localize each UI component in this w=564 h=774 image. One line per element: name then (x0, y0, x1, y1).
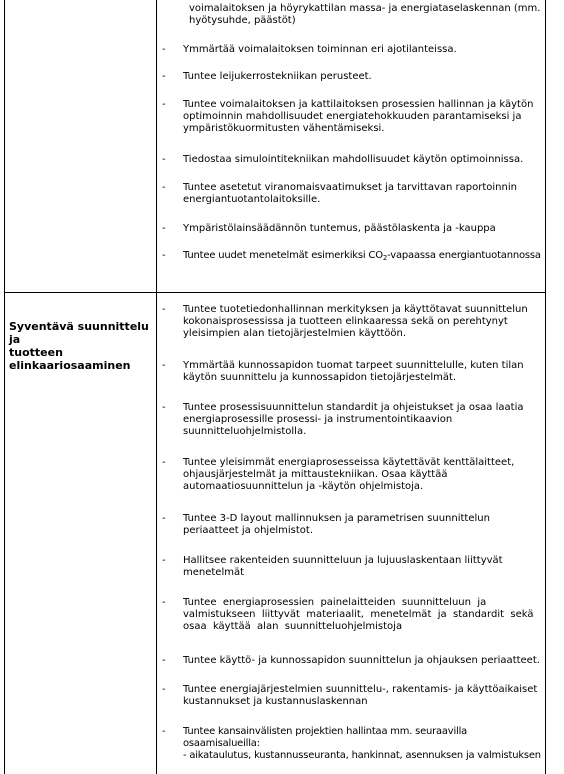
item-line: yleisimpien alan tietojärjestelmien käyttöön. (183, 328, 407, 339)
row-divider (4, 292, 546, 293)
item-line: menetelmät (183, 567, 245, 578)
continuation-line: hyötysuhde, päästöt) (189, 15, 296, 26)
item-line: ohjausjärjestelmät ja mittaustekniikan. Osaa käyttää (183, 469, 448, 480)
table-right-border (545, 0, 546, 774)
bullet-dash: - (162, 555, 166, 566)
continuation-text (189, 3, 539, 27)
table-left-border (4, 0, 5, 774)
bullet-dash: - (162, 250, 166, 261)
item-line: Tuntee prosessisuunnittelun standardit ja ohjeistukset ja osaa laatia (183, 402, 524, 413)
section-title-line: tuotteen elinkaariosaaminen (9, 346, 131, 372)
column-divider (156, 0, 157, 774)
item-line: periaatteet ja ohjelmistot. (183, 525, 314, 536)
bullet-dash: - (162, 597, 166, 608)
continuation-line: voimalaitoksen ja höyrykattilan massa- ja energiataselaskennan (mm. (189, 3, 541, 14)
bullet-dash: - (162, 223, 166, 234)
item-line: - aikataulutus, kustannusseuranta, hankinnat, asennuksen ja valmistuksen (183, 750, 541, 761)
item-line: Tuntee käyttö- ja kunnossapidon suunnittelun ja ohjauksen periaatteet. (183, 655, 540, 666)
item-line: Tuntee energiaprosessien painelaitteiden suunnitteluun ja (183, 597, 487, 608)
item-text: Tuntee uudet menetelmät esimerkiksi CO (183, 250, 383, 261)
bullet-dash: - (162, 182, 166, 193)
item-line: Tuntee voimalaitoksen ja kattilaitoksen prosessien hallinnan ja käytön (183, 99, 534, 110)
bullet-dash: - (162, 154, 166, 165)
bullet-dash: - (162, 44, 166, 55)
bullet-dash: - (162, 684, 166, 695)
item-line: ympäristökuormitusten vähentämiseksi. (183, 123, 385, 134)
bullet-dash: - (162, 726, 166, 737)
item-line: energiaprosessille prosessi- ja instrumentointikaavion (183, 414, 453, 425)
item-line: Tiedostaa simulointitekniikan mahdollisuudet käytön optimoinnissa. (183, 154, 524, 165)
bullet-dash: - (162, 402, 166, 413)
item-line: valmistukseen liittyvät materiaalit, menetelmät ja standardit sekä (183, 609, 534, 620)
item-line (183, 250, 541, 262)
item-text: -vapaassa energiantuotannossa (387, 250, 541, 261)
bullet-dash: - (162, 513, 166, 524)
bullet-dash: - (162, 360, 166, 371)
item-line: energiantuotantolaitoksille. (183, 194, 321, 205)
item-line: Tuntee yleisimmät energiaprosesseissa käytettävät kenttälaitteet, (183, 457, 515, 468)
section-title-line: Syventävä suunnittelu ja (9, 320, 149, 346)
item-line: käytön suunnittelu ja kunnossapidon tietojärjestelmät. (183, 372, 457, 383)
item-line: suunnitteluohjelmistolla. (183, 426, 307, 437)
subscript: 2 (382, 254, 388, 262)
item-line: Ympäristölainsäädännön tuntemus, päästölaskenta ja -kauppa (183, 223, 496, 234)
item-line: osaamisalueilla: (183, 738, 260, 749)
item-line: optimoinnin mahdollisuudet energiatehokkuuden parantamiseksi ja (183, 111, 522, 122)
bullet-dash: - (162, 99, 166, 110)
item-line: Tuntee 3-D layout mallinnuksen ja parametrisen suunnittelun (183, 513, 490, 524)
item-line: osaa käyttää alan suunnitteluohjelmistoja (183, 621, 403, 632)
item-line: automaatiosuunnittelun ja -käytön ohjelmistoja. (183, 481, 424, 492)
item-line: Tuntee asetetut viranomaisvaatimukset ja tarvittavan raportoinnin (183, 182, 517, 193)
bullet-dash: - (162, 655, 166, 666)
item-line: Ymmärtää kunnossapidon tuomat tarpeet suunnittelulle, kuten tilan (183, 360, 524, 371)
bullet-dash: - (162, 71, 166, 82)
section-title (9, 320, 154, 372)
item-line: Tuntee tuotetiedonhallinnan merkityksen ja käyttötavat suunnittelun (183, 304, 528, 315)
bullet-dash: - (162, 457, 166, 468)
item-line: kokonaisprosessissa ja tuotteen elinkaaressa sekä on perehtynyt (183, 316, 508, 327)
item-line: Tuntee energiajärjestelmien suunnittelu-, rakentamis- ja käyttöaikaiset (183, 684, 538, 695)
item-line: Tuntee kansainvälisten projektien hallintaa mm. seuraavilla (183, 726, 468, 737)
item-line: Ymmärtää voimalaitoksen toiminnan eri ajotilanteissa. (183, 44, 457, 55)
item-line: kustannukset ja kustannuslaskennan (183, 696, 368, 707)
bullet-dash: - (162, 304, 166, 315)
item-line: Hallitsee rakenteiden suunnitteluun ja lujuuslaskentaan liittyvät (183, 555, 503, 566)
item-line: Tuntee leijukerrostekniikan perusteet. (183, 71, 372, 82)
